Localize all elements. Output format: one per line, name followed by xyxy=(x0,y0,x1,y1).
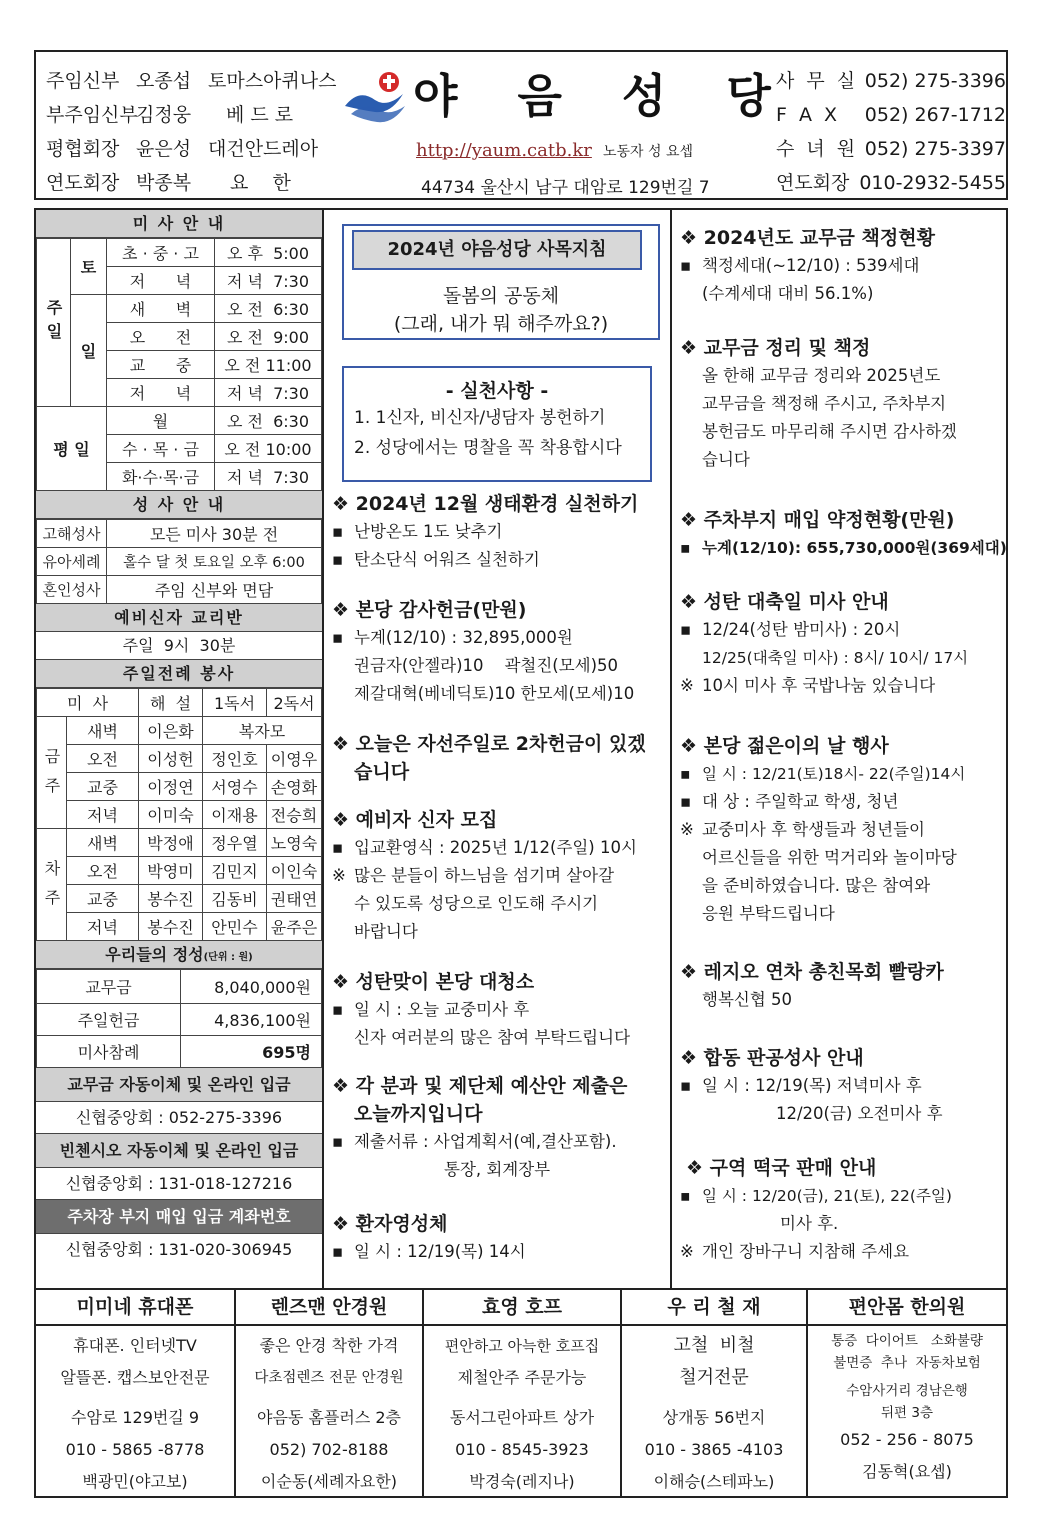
mass-time: 저 녁 7:30 xyxy=(215,379,322,407)
reader-2: 이인숙 xyxy=(266,857,321,885)
commentator: 박영미 xyxy=(138,857,202,885)
contact-number: 052) 267-1712 xyxy=(864,104,1006,126)
account-number: 신협중앙회 : 131-018-127216 xyxy=(36,1168,322,1200)
website-link[interactable]: http://yaum.catb.kr xyxy=(416,140,592,161)
clergy-row xyxy=(46,98,346,132)
advertisement-footer xyxy=(34,1288,1008,1498)
contact-label: 사 무 실 xyxy=(776,70,859,92)
notice-line: ▪ 일 시 : 12/21(토)18시- 22(주일)14시 xyxy=(680,760,1006,788)
ad-phone: 052) 702-8188 xyxy=(269,1440,389,1459)
notice-line: 통장, 회계장부 xyxy=(444,1160,551,1179)
ad-line: 통증 다이어트 소화불량 xyxy=(831,1333,983,1349)
account-title: 빈첸시오 자동이체 및 온라인 입금 xyxy=(36,1134,322,1168)
mass-who: 오 전 xyxy=(107,323,215,351)
confession-notice xyxy=(680,1044,1006,1128)
notice-line: ▪ 누계(12/10): 655,730,000원(369세대) xyxy=(680,534,1006,562)
church-emblem-icon xyxy=(341,66,411,130)
liturgy-header: 2독서 xyxy=(266,689,321,717)
ad-address-cont: 뒤편 3층 xyxy=(880,1405,933,1421)
mass-time: 오 전 6:30 xyxy=(215,295,322,323)
notice-line: 올 한해 교무금 정리와 2025년도 xyxy=(702,366,941,385)
notice-heading: ❖ 오늘은 자선주일로 2차헌금이 있겠 xyxy=(332,733,646,755)
ad-card xyxy=(808,1290,1006,1496)
this-week-label: 금 주 xyxy=(37,717,67,829)
contact-row xyxy=(776,98,1006,132)
baptismal-name: 대건안드레아 xyxy=(208,138,319,160)
notice-heading: ❖ 각 분과 및 제단체 예산안 제출은 xyxy=(332,1075,628,1097)
pastoral-motto-line1: 돌봄의 공동체 xyxy=(442,285,560,307)
liturgy-mass: 교중 xyxy=(67,773,139,801)
notice-line: ▪ 제출서류 : 사업계획서(예,결산포함). xyxy=(332,1128,668,1156)
sunday-day-label: 일 xyxy=(71,295,107,407)
notice-line: 바랍니다 xyxy=(354,922,418,941)
mass-who: 저 녁 xyxy=(107,267,215,295)
recruit-notice xyxy=(332,806,668,946)
notice-line: 습니다 xyxy=(702,450,750,469)
notice-line: 행복신협 50 xyxy=(702,990,792,1009)
legio-notice xyxy=(680,958,1006,1014)
sacrament-info: 주임 신부와 면담 xyxy=(107,576,322,604)
person-name: 윤은성 xyxy=(136,138,192,160)
notice-heading: ❖ 본당 감사헌금(만원) xyxy=(332,599,527,621)
mass-time: 저 녁 7:30 xyxy=(215,463,322,491)
ad-owner: 이해승(스테파노) xyxy=(653,1472,775,1491)
ad-name: 렌즈맨 안경원 xyxy=(236,1290,422,1326)
notice-line: 교무금을 책정해 주시고, 주차부지 xyxy=(702,394,947,413)
church-logo xyxy=(341,66,793,130)
notice-line: ▪ 입교환영식 : 2025년 1/12(주일) 10시 xyxy=(332,834,668,862)
clergy-list xyxy=(46,64,346,200)
notice-line: 봉헌금도 마무리해 주시면 감사하겠 xyxy=(702,422,957,441)
sacrament-info: 홀수 달 첫 토요일 오후 6:00 xyxy=(107,548,322,576)
commentator: 이은화 xyxy=(138,717,202,745)
sacrament-info: 모든 미사 30분 전 xyxy=(107,520,322,548)
sick-communion-notice xyxy=(332,1210,668,1266)
notice-line: ▪ 일 시 : 12/20(금), 21(토), 22(주일) xyxy=(680,1182,1012,1210)
notice-heading: ❖ 교무금 정리 및 책정 xyxy=(680,337,871,359)
mass-time: 저 녁 7:30 xyxy=(215,267,322,295)
ad-address: 수암사거리 경남은행 xyxy=(846,1383,968,1399)
mass-time: 오 전 11:00 xyxy=(215,351,322,379)
baptismal-name: 베 드 로 xyxy=(226,104,294,126)
reader-1: 정우열 xyxy=(202,829,266,857)
ad-address: 수암로 129번길 9 xyxy=(70,1408,200,1427)
contact-label: 연도회장 xyxy=(776,172,850,194)
thanks-offering-notice xyxy=(332,596,668,708)
bullet-square-icon: ▪ xyxy=(332,550,344,569)
ad-line: 다초점렌즈 전문 안경원 xyxy=(254,1370,404,1386)
ad-name: 편안몸 한의원 xyxy=(808,1290,1006,1326)
reader-2: 이영우 xyxy=(266,745,321,773)
ad-line: 편안하고 아늑한 호프집 xyxy=(444,1337,600,1355)
bullet-square-icon: ▪ xyxy=(332,628,344,647)
youth-day-notice xyxy=(680,732,1006,928)
note-mark-icon: ※ xyxy=(680,676,694,695)
parking-notice xyxy=(680,506,1006,562)
role-label: 주임신부 xyxy=(46,70,120,92)
bulletin-body xyxy=(34,208,1008,1290)
liturgy-mass: 오전 xyxy=(67,857,139,885)
commentator: 봉수진 xyxy=(138,913,202,941)
sacrament-name: 고해성사 xyxy=(37,520,107,548)
notice-line: ※ 많은 분들이 하느님을 섬기며 살아갈 xyxy=(332,862,668,890)
offering-value: 4,836,100원 xyxy=(181,1004,322,1036)
account-number: 신협중앙회 : 131-020-306945 xyxy=(65,1240,293,1259)
reader-2: 노영숙 xyxy=(266,829,321,857)
contact-number: 052) 275-3397 xyxy=(864,138,1006,160)
sacrament-table xyxy=(36,519,322,604)
ad-owner: 김동혁(요셉) xyxy=(862,1462,952,1481)
notice-heading: ❖ 성탄맞이 본당 대청소 xyxy=(332,971,535,993)
notice-heading: ❖ 합동 판공성사 안내 xyxy=(680,1047,864,1069)
ad-name: 효영 호프 xyxy=(424,1290,620,1326)
commentator: 이성헌 xyxy=(138,745,202,773)
bullet-square-icon: ▪ xyxy=(680,765,691,783)
sacrament-name: 유아세례 xyxy=(37,548,107,576)
liturgy-mass: 새벽 xyxy=(67,829,139,857)
reader-1: 김동비 xyxy=(202,885,266,913)
patron-saint: 노동자 성 요셉 xyxy=(602,144,694,160)
bullet-square-icon: ▪ xyxy=(332,1000,344,1019)
commentator: 봉수진 xyxy=(138,885,202,913)
ad-line: 고철 비철 xyxy=(673,1335,755,1356)
reader-1: 정인호 xyxy=(202,745,266,773)
bullet-square-icon: ▪ xyxy=(680,1187,691,1205)
mass-who: 화·수·목·금 xyxy=(107,463,215,491)
ad-card xyxy=(622,1290,808,1496)
contact-label: F A X xyxy=(776,104,841,126)
pastoral-motto-line2: (그래, 내가 뭐 해주까요?) xyxy=(393,313,609,335)
website-row xyxy=(416,140,693,161)
ad-phone: 052 - 256 - 8075 xyxy=(840,1430,974,1449)
ad-card xyxy=(236,1290,424,1496)
mass-who: 월 xyxy=(107,407,215,435)
liturgy-header: 해 설 xyxy=(138,689,202,717)
clergy-row xyxy=(46,166,346,200)
reader-2: 전승희 xyxy=(266,801,321,829)
ad-line: 휴대폰. 인터넷TV xyxy=(73,1336,197,1355)
liturgy-header: 미 사 xyxy=(37,689,139,717)
notice-heading: ❖ 2024년도 교무금 책정현황 xyxy=(680,227,935,249)
ad-line: 불면증 추나 자동차보험 xyxy=(833,1355,981,1371)
contact-list xyxy=(776,64,1006,200)
baptismal-name: 토마스아퀴나스 xyxy=(208,70,337,92)
notice-line: 수 있도록 성당으로 인도해 주시기 xyxy=(354,894,599,913)
bullet-square-icon: ▪ xyxy=(680,1076,692,1095)
practice-item: 2. 성당에서는 명찰을 꼭 착용합시다 xyxy=(354,438,622,458)
reader-1: 이재용 xyxy=(202,801,266,829)
ad-card xyxy=(36,1290,236,1496)
mass-who: 수 · 목 · 금 xyxy=(107,435,215,463)
notice-heading: ❖ 예비자 신자 모집 xyxy=(332,809,498,831)
notice-line: ▪ 일 시 : 오늘 교중미사 후 xyxy=(332,996,668,1024)
note-mark-icon: ※ xyxy=(680,820,694,839)
reader-2: 윤주은 xyxy=(266,913,321,941)
notice-line: (수계세대 대비 56.1%) xyxy=(702,284,874,303)
notice-heading: ❖ 본당 젊은이의 날 행사 xyxy=(680,735,889,757)
reader-1: 서영수 xyxy=(202,773,266,801)
notice-line: ▪ 일 시 : 12/19(목) 14시 xyxy=(332,1238,668,1266)
offering-label: 미사참례 xyxy=(37,1036,181,1068)
bullet-square-icon: ▪ xyxy=(680,792,692,811)
practice-title: - 실천사항 - xyxy=(445,380,549,402)
role-label: 부주임신부 xyxy=(46,104,138,126)
next-week-label: 차 주 xyxy=(37,829,67,941)
mass-time: 오 후 5:00 xyxy=(215,239,322,267)
notice-line: 제갈대혁(베네딕토)10 한모세(모세)10 xyxy=(354,684,635,703)
commentator: 이정연 xyxy=(138,773,202,801)
notice-line: 미사 후. xyxy=(780,1214,839,1233)
reader-2: 권태연 xyxy=(266,885,321,913)
weekday-label: 평 일 xyxy=(37,407,107,491)
note-mark-icon: ※ xyxy=(332,866,346,885)
budget-notice xyxy=(332,1072,668,1184)
notice-line: 12/20(금) 오전미사 후 xyxy=(776,1104,943,1123)
ad-card xyxy=(424,1290,622,1496)
clergy-row xyxy=(46,132,346,166)
bullet-square-icon: ▪ xyxy=(680,256,692,275)
dues-status-notice xyxy=(680,224,1006,308)
bullet-square-icon: ▪ xyxy=(680,539,691,557)
account-number: 신협중앙회 : 052-275-3396 xyxy=(36,1102,322,1134)
notice-heading-cont: 오늘까지입니다 xyxy=(354,1103,483,1125)
mass-who: 저 녁 xyxy=(107,379,215,407)
church-name: 야 음 성 당 xyxy=(413,69,793,123)
liturgy-mass: 오전 xyxy=(67,745,139,773)
right-column xyxy=(674,210,1008,1288)
ad-phone: 010 - 3865 -4103 xyxy=(644,1440,784,1459)
bullet-square-icon: ▪ xyxy=(332,522,344,541)
second-collection-notice xyxy=(332,730,668,786)
notice-line: 을 준비하였습니다. 많은 참여와 xyxy=(702,876,931,895)
ad-address: 상개동 56번지 xyxy=(662,1408,766,1427)
christmas-mass-notice xyxy=(680,588,1006,700)
offering-title-text: 우리들의 정성 xyxy=(105,945,204,964)
offering-value: 8,040,000원 xyxy=(181,970,322,1004)
mass-who: 새 벽 xyxy=(107,295,215,323)
liturgy-mass: 저녁 xyxy=(67,913,139,941)
commentator: 이미숙 xyxy=(138,801,202,829)
mass-schedule-title: 미 사 안 내 xyxy=(36,210,322,238)
ad-phone: 010 - 8545-3923 xyxy=(455,1440,589,1459)
reader-1: 안민수 xyxy=(202,913,266,941)
contact-row xyxy=(776,64,1006,98)
clergy-row xyxy=(46,64,346,98)
bullet-square-icon: ▪ xyxy=(680,620,692,639)
liturgy-table xyxy=(36,688,322,941)
baptismal-name: 요 한 xyxy=(230,172,291,194)
offering-table xyxy=(36,969,322,1068)
pastoral-guideline-title: 2024년 야음성당 사목지침 xyxy=(352,230,642,270)
ad-owner: 백광민(야고보) xyxy=(82,1472,188,1491)
notice-line: 응원 부탁드립니다 xyxy=(702,904,835,923)
offering-label: 교무금 xyxy=(37,970,181,1004)
bulletin-page xyxy=(34,50,1008,1498)
bullet-square-icon: ▪ xyxy=(332,1242,344,1261)
notice-line: ※ 10시 미사 후 국밥나눔 있습니다 xyxy=(680,672,1006,700)
ad-line: 철거전문 xyxy=(679,1367,749,1388)
bulletin-header xyxy=(34,50,1008,200)
reader-1: 김민지 xyxy=(202,857,266,885)
ad-name: 미미네 휴대폰 xyxy=(36,1290,234,1326)
cleaning-notice xyxy=(332,968,668,1052)
saturday-label: 토 xyxy=(71,239,107,295)
ad-line: 제철안주 주문가능 xyxy=(457,1368,587,1387)
person-name: 김정웅 xyxy=(136,104,192,126)
mass-who: 초 · 중 · 고 xyxy=(107,239,215,267)
contact-row xyxy=(776,132,1006,166)
left-column xyxy=(36,210,324,1288)
notice-line: 신자 여러분의 많은 참여 부탁드립니다 xyxy=(354,1028,631,1047)
notice-heading: ❖ 구역 떡국 판매 안내 xyxy=(686,1157,877,1179)
notice-line: ▪ 누계(12/10) : 32,895,000원 xyxy=(332,624,668,652)
ad-line: 알뜰폰. 캡스보안전문 xyxy=(60,1368,210,1387)
ad-line: 좋은 안경 착한 가격 xyxy=(259,1336,399,1355)
notice-line: 어르신들을 위한 먹거리와 놀이마당 xyxy=(702,848,957,867)
notice-heading: ❖ 2024년 12월 생태환경 실천하기 xyxy=(332,493,639,515)
middle-column xyxy=(326,210,672,1288)
offering-value: 695명 xyxy=(181,1036,322,1068)
commentator: 박정애 xyxy=(138,829,202,857)
liturgy-mass: 교중 xyxy=(67,885,139,913)
bullet-square-icon: ▪ xyxy=(332,838,344,857)
practice-item: 1. 1신자, 비신자/냉담자 봉헌하기 xyxy=(354,408,606,428)
church-address: 44734 울산시 남구 대암로 129번길 7 xyxy=(421,178,710,198)
liturgy-mass: 저녁 xyxy=(67,801,139,829)
sacrament-title: 성 사 안 내 xyxy=(36,491,322,519)
pastoral-guideline-box xyxy=(342,224,660,340)
person-name: 박종복 xyxy=(136,172,192,194)
ad-owner: 박경숙(레지나) xyxy=(469,1472,575,1491)
role-label: 평협회장 xyxy=(46,138,120,160)
pastoral-motto xyxy=(344,282,658,338)
contact-label: 수 녀 원 xyxy=(776,138,859,160)
notice-line: 12/25(대축일 미사) : 8시/ 10시/ 17시 xyxy=(702,649,969,667)
reader-2: 손영화 xyxy=(266,773,321,801)
notice-heading: ❖ 성탄 대축일 미사 안내 xyxy=(680,591,889,613)
notice-heading: ❖ 레지오 연차 총친목회 빨랑카 xyxy=(680,961,944,983)
contact-row xyxy=(776,166,1006,200)
contact-number: 052) 275-3396 xyxy=(864,70,1006,92)
mass-schedule-table xyxy=(36,238,322,491)
notice-heading: ❖ 환자영성체 xyxy=(332,1213,448,1235)
mass-who: 교 중 xyxy=(107,351,215,379)
contact-number: 010-2932-5455 xyxy=(859,172,1006,194)
notice-line: 권금자(안젤라)10 곽철진(모세)50 xyxy=(354,656,619,675)
dues-settle-notice xyxy=(680,334,1006,474)
liturgy-header: 1독서 xyxy=(202,689,266,717)
note-mark-icon: ※ xyxy=(680,1242,694,1261)
ad-name: 우 리 철 재 xyxy=(622,1290,806,1326)
catechumen-time: 주일 9시 30분 xyxy=(36,632,322,660)
rice-cake-notice xyxy=(680,1154,1012,1266)
notice-line: ▪ 12/24(성탄 밤미사) : 20시 xyxy=(680,616,1006,644)
notice-line: ▪ 대 상 : 주일학교 학생, 청년 xyxy=(680,788,1006,816)
notice-heading-cont: 습니다 xyxy=(354,761,410,783)
notice-line: ▪ 일 시 : 12/19(목) 저녁미사 후 xyxy=(680,1072,1006,1100)
ad-address: 야음동 홈플러스 2층 xyxy=(257,1408,401,1427)
offering-title xyxy=(36,941,322,969)
bullet-square-icon: ▪ xyxy=(332,1132,344,1151)
ad-address: 동서그린아파트 상가 xyxy=(449,1408,595,1427)
notice-heading: ❖ 주차부지 매입 약정현황(만원) xyxy=(680,509,955,531)
notice-line: ▪ 책정세대(~12/10) : 539세대 xyxy=(680,252,1006,280)
liturgy-title: 주일전례 봉사 xyxy=(36,660,322,688)
mass-time: 오 전 9:00 xyxy=(215,323,322,351)
role-label: 연도회장 xyxy=(46,172,120,194)
ad-phone: 010 - 5865 -8778 xyxy=(65,1440,205,1459)
notice-line: ▪ 난방온도 1도 낮추기 xyxy=(332,518,668,546)
person-name: 오종섭 xyxy=(136,70,192,92)
offering-label: 주일헌금 xyxy=(37,1004,181,1036)
mass-time: 오 전 10:00 xyxy=(215,435,322,463)
account-title: 주차장 부지 매입 입금 계좌번호 xyxy=(36,1200,322,1234)
reader-group: 복자모 xyxy=(202,717,321,745)
church-title-block xyxy=(341,60,793,198)
sunday-label: 주일 xyxy=(37,239,71,407)
eco-notice xyxy=(332,490,668,574)
liturgy-mass: 새벽 xyxy=(67,717,139,745)
sacrament-name: 혼인성사 xyxy=(37,576,107,604)
notice-line: ※ 개인 장바구니 지참해 주세요 xyxy=(680,1238,1012,1266)
notice-line: ※ 교중미사 후 학생들과 청년들이 xyxy=(680,816,1006,844)
offering-unit: (단위 : 원) xyxy=(203,952,253,963)
mass-time: 오 전 6:30 xyxy=(215,407,322,435)
ad-owner: 이순동(세례자요한) xyxy=(260,1472,398,1491)
account-title: 교무금 자동이체 및 온라인 입금 xyxy=(36,1068,322,1102)
notice-line: ▪ 탄소단식 어워즈 실천하기 xyxy=(332,546,668,574)
practice-box xyxy=(342,366,652,482)
catechumen-title: 예비신자 교리반 xyxy=(36,604,322,632)
